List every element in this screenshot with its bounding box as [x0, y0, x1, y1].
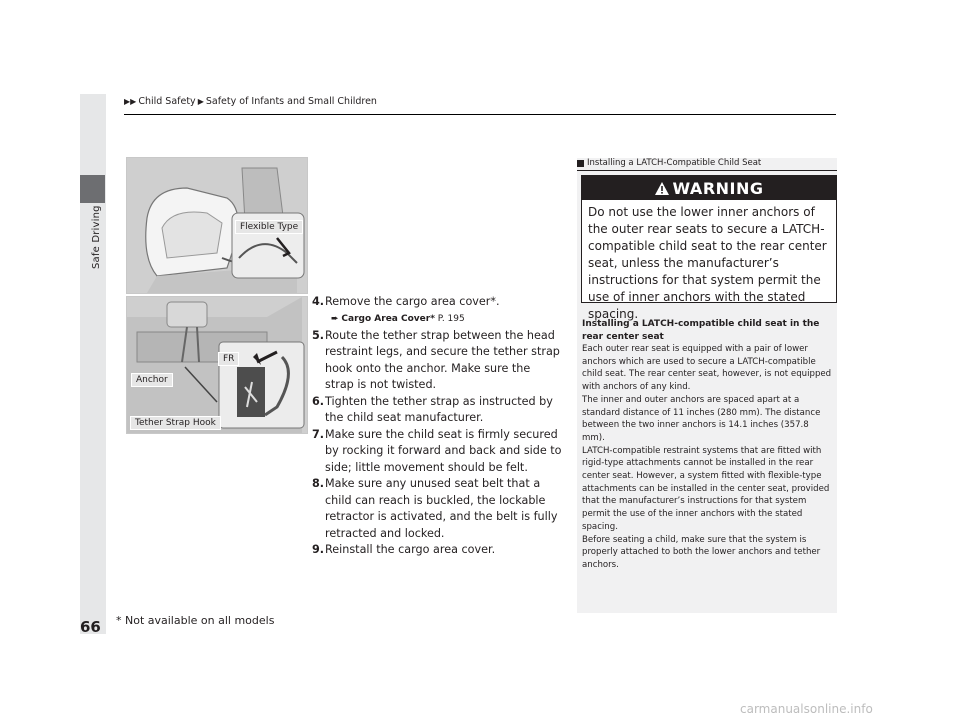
watermark: carmanualsonline.info: [740, 702, 873, 716]
step-number: 9.: [312, 543, 325, 556]
latch-center-seat-note: [582, 318, 832, 572]
warning-title: WARNING: [672, 178, 764, 198]
breadcrumb-arrow-icon: ▶▶: [124, 97, 137, 106]
step-number: 8.: [312, 477, 325, 490]
step-item: [312, 476, 562, 542]
anchor-callout: Anchor: [131, 373, 173, 387]
step-number: 4.: [312, 295, 325, 308]
step-text: Tighten the tether strap as instructed by the child seat manufacturer.: [325, 394, 553, 424]
flexible-type-callout: Flexible Type: [235, 220, 303, 234]
notes-heading: Installing a LATCH-Compatible Child Seat: [577, 158, 837, 168]
instruction-steps: [312, 294, 562, 559]
breadcrumb-page: Safety of Infants and Small Children: [205, 96, 377, 107]
notes-heading-rule: [577, 170, 837, 171]
step-item: [312, 328, 562, 394]
warning-text: Do not use the lower inner anchors of the outer rear seats to secure a LATCH-compatible child seat to the rear center seat, unless the manufacturer’s instructions for that system permit the use of inner anchors with the stated spacing.: [588, 205, 827, 321]
step-text: Route the tether strap between the head restraint legs, and secure the tether strap hook onto the anchor. Make sure the strap is not twisted.: [325, 328, 560, 391]
step-text: Make sure any unused seat belt that a child can reach is buckled, the lockable retractor is activated, and the belt is fully retracted and locked.: [325, 477, 558, 540]
cross-reference[interactable]: [312, 311, 562, 328]
side-notes-panel: [577, 158, 837, 613]
step-number: 5.: [312, 328, 325, 342]
warning-box: [581, 175, 837, 321]
step-item: [312, 394, 562, 427]
warning-triangle-icon: [655, 182, 669, 195]
figure-child-seat-flexible: [126, 157, 308, 294]
reference-title[interactable]: Cargo Area Cover*: [341, 313, 435, 324]
step-text: Remove the cargo area cover*.: [325, 295, 500, 308]
fr-callout: FR: [218, 352, 239, 366]
note-paragraph: LATCH-compatible restraint systems that are fitted with rigid-type attachments cannot be installed in the rear center seat. However, a system fitted with flexible-type attachments can be installed in the center seat, provided that the manufacturer’s instructions for that system permit the use of the inner anchors with the stated spacing.: [582, 445, 830, 532]
step-number: 7.: [312, 427, 325, 441]
breadcrumb-section[interactable]: Child Safety: [138, 96, 196, 107]
note-title: Installing a LATCH-compatible child seat in the rear center seat: [582, 319, 820, 342]
tether-strap-hook-callout: Tether Strap Hook: [130, 416, 221, 430]
reference-page[interactable]: P. 195: [437, 313, 465, 324]
warning-header: [582, 176, 836, 200]
note-paragraph: The inner and outer anchors are spaced apart at a standard distance of 11 inches (280 mm). The distance between the two inner anchors is 14.1 inches (357.8 mm).: [582, 394, 821, 443]
step-number: 6.: [312, 394, 325, 408]
side-section-label: Safe Driving: [91, 205, 102, 269]
note-paragraph: Each outer rear seat is equipped with a pair of lower anchors which are used to secure a LATCH-compatible child seat. The rear center seat, however, is not equipped with anchors of any kind.: [582, 344, 832, 393]
header-rule: [124, 114, 836, 115]
breadcrumb: [124, 96, 377, 107]
step-text: Make sure the child seat is firmly secured by rocking it forward and back and side to side; little movement should be felt.: [325, 427, 562, 474]
reference-arrow-icon: ➨: [331, 313, 339, 324]
step-item: [312, 542, 562, 559]
breadcrumb-arrow-icon: ▶: [197, 97, 204, 106]
step-text: Reinstall the cargo area cover.: [325, 543, 496, 556]
step-item: [312, 427, 562, 477]
footnote: * Not available on all models: [116, 614, 275, 627]
section-tab-marker: [80, 175, 105, 203]
page-number: 66: [80, 618, 101, 636]
note-paragraph: Before seating a child, make sure that the system is properly attached to both the lower anchors and tether anchors.: [582, 534, 821, 570]
step-item: [312, 294, 562, 311]
tether-anchor-illustration: [127, 297, 307, 433]
figure-tether-anchor: [126, 296, 308, 434]
